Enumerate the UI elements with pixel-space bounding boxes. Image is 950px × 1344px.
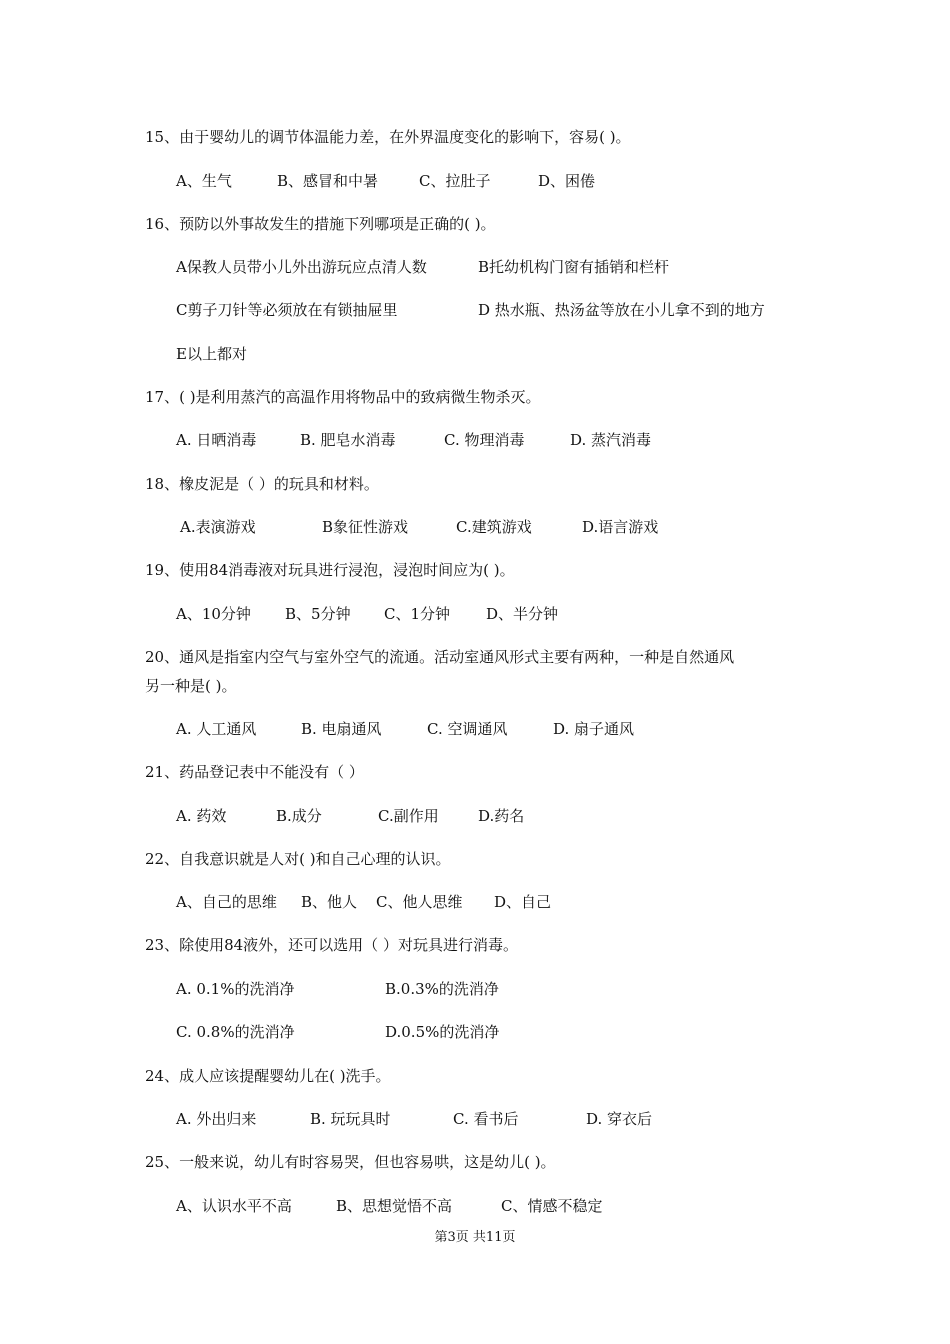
option-b: B. 肥皂水消毒 bbox=[300, 431, 396, 449]
option-c: C、1分钟 bbox=[384, 605, 451, 623]
question-21-stem: 21、药品登记表中不能没有（ ） bbox=[145, 763, 364, 781]
option-c: C.副作用 bbox=[378, 807, 439, 825]
question-22-stem: 22、自我意识就是人对( )和自己心理的认识。 bbox=[145, 850, 451, 868]
question-19-stem: 19、使用84消毒液对玩具进行浸泡，浸泡时间应为( )。 bbox=[145, 561, 515, 579]
option-b: B、他人 bbox=[301, 893, 358, 911]
option-b: B. 玩玩具时 bbox=[310, 1110, 391, 1128]
option-d: D.药名 bbox=[478, 807, 525, 825]
option-a: A. 药效 bbox=[176, 807, 227, 825]
option-b: B、思想觉悟不高 bbox=[336, 1197, 453, 1215]
option-b: B.成分 bbox=[276, 807, 322, 825]
option-b: B.0.3%的洗消净 bbox=[385, 980, 499, 998]
option-c: C剪子刀针等必须放在有锁抽屉里 bbox=[176, 301, 398, 319]
option-a: A、10分钟 bbox=[176, 605, 251, 623]
question-18-stem: 18、橡皮泥是（ ）的玩具和材料。 bbox=[145, 475, 379, 493]
option-a: A. 外出归来 bbox=[176, 1110, 257, 1128]
option-c: C、他人思维 bbox=[376, 893, 463, 911]
question-23-stem: 23、除使用84液外，还可以选用（ ）对玩具进行消毒。 bbox=[145, 936, 518, 954]
option-d: D、半分钟 bbox=[486, 605, 559, 623]
question-25-stem: 25、一般来说，幼儿有时容易哭，但也容易哄，这是幼儿( )。 bbox=[145, 1153, 556, 1171]
option-d: D.0.5%的洗消净 bbox=[385, 1023, 500, 1041]
option-d: D、困倦 bbox=[538, 172, 596, 190]
option-a: A.表演游戏 bbox=[180, 518, 256, 536]
option-e: E以上都对 bbox=[176, 345, 247, 363]
option-a: A、生气 bbox=[176, 172, 232, 190]
option-c: C. 0.8%的洗消净 bbox=[176, 1023, 295, 1041]
option-d: D. 扇子通风 bbox=[553, 720, 635, 738]
option-c: C、情感不稳定 bbox=[501, 1197, 603, 1215]
question-16-stem: 16、预防以外事故发生的措施下列哪项是正确的( )。 bbox=[145, 215, 496, 233]
option-a: A. 人工通风 bbox=[176, 720, 257, 738]
option-b: B. 电扇通风 bbox=[301, 720, 382, 738]
option-d: D. 穿衣后 bbox=[586, 1110, 653, 1128]
question-17-stem: 17、( )是利用蒸汽的高温作用将物品中的致病微生物杀灭。 bbox=[145, 388, 541, 406]
option-b: B、感冒和中暑 bbox=[277, 172, 379, 190]
option-c: C.建筑游戏 bbox=[456, 518, 532, 536]
question-24-stem: 24、成人应该提醒婴幼儿在( )洗手。 bbox=[145, 1067, 391, 1085]
option-a: A、认识水平不高 bbox=[176, 1197, 292, 1215]
option-d: D. 蒸汽消毒 bbox=[570, 431, 652, 449]
option-d: D.语言游戏 bbox=[582, 518, 659, 536]
option-b: B托幼机构门窗有插销和栏杆 bbox=[478, 258, 670, 276]
question-20-stem: 20、通风是指室内空气与室外空气的流通。活动室通风形式主要有两种，一种是自然通风 bbox=[145, 648, 735, 666]
option-a: A. 0.1%的洗消净 bbox=[176, 980, 295, 998]
option-a: A保教人员带小儿外出游玩应点清人数 bbox=[176, 258, 427, 276]
option-c: C、拉肚子 bbox=[419, 172, 491, 190]
option-d: D 热水瓶、热汤盆等放在小儿拿不到的地方 bbox=[478, 301, 765, 319]
option-c: C. 物理消毒 bbox=[444, 431, 525, 449]
option-b: B象征性游戏 bbox=[322, 518, 409, 536]
option-c: C. 看书后 bbox=[453, 1110, 519, 1128]
option-b: B、5分钟 bbox=[285, 605, 351, 623]
option-a: A、自己的思维 bbox=[176, 893, 277, 911]
question-15-stem: 15、由于婴幼儿的调节体温能力差，在外界温度变化的影响下，容易( )。 bbox=[145, 128, 631, 146]
option-a: A. 日晒消毒 bbox=[176, 431, 257, 449]
option-c: C. 空调通风 bbox=[427, 720, 508, 738]
question-20-stem-continued: 另一种是( )。 bbox=[145, 677, 237, 695]
option-d: D、自己 bbox=[494, 893, 552, 911]
page-footer: 第3页 共11页 bbox=[434, 1230, 516, 1245]
